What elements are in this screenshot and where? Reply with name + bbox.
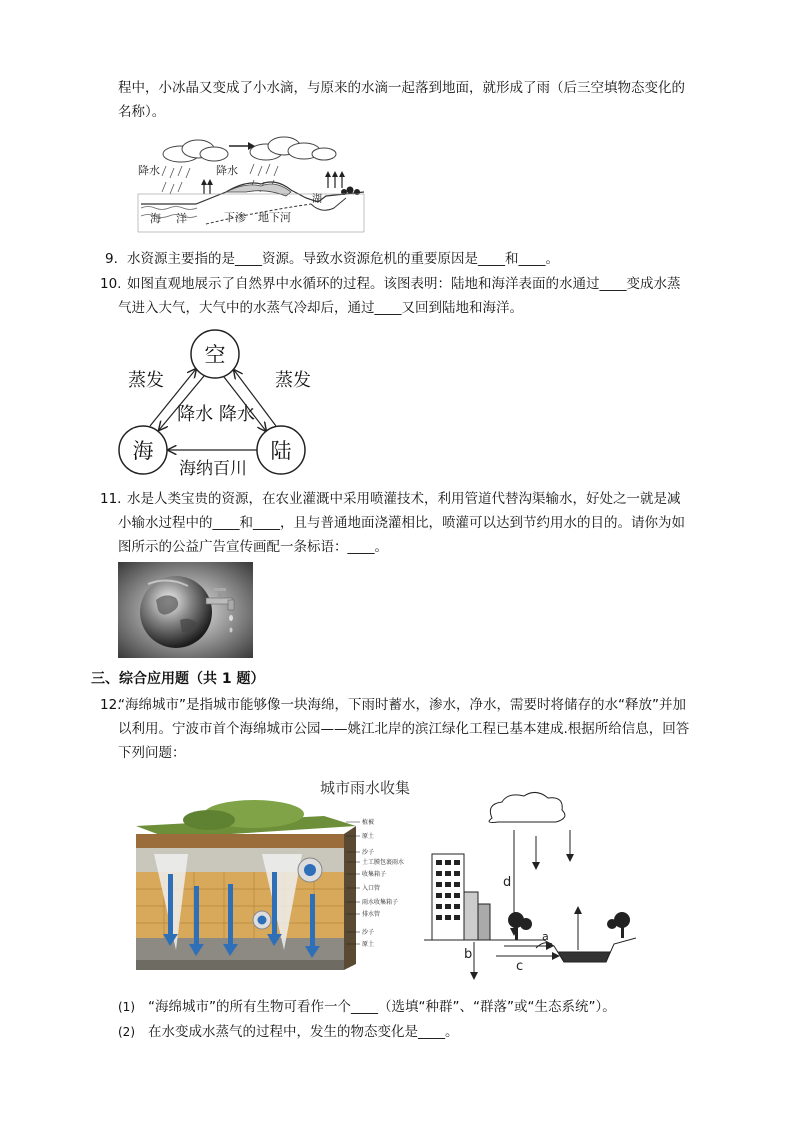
node-land-label: 陆 (270, 439, 292, 463)
sub1-number: (1) (118, 1000, 135, 1014)
sub1-text: “海绵城市”的所有生物可看作一个____（选填“种群”、“群落”或“生态系统”）。 (148, 999, 616, 1015)
label-precip-2: 降水 (216, 164, 238, 177)
label-sea: 海 (150, 212, 161, 225)
layer-label-2: 原土 (362, 833, 375, 840)
node-sea-label: 海 (132, 439, 154, 463)
layer-label-6: 入口管 (362, 885, 381, 892)
earth-faucet-poster (118, 562, 253, 658)
rainwater-figure-title: 城市雨水收集 (320, 779, 411, 797)
label-underground-river: 地下河 (258, 211, 291, 224)
arrow-label-c: c (516, 959, 524, 974)
q12-line-3: 下列问题： (118, 745, 186, 761)
q10-line-1: 如图直观地展示了自然界中水循环的过程。该图表明：陆地和海洋表面的水通过____变成水蒸 (127, 276, 681, 292)
layer-label-1: 植被 (362, 819, 375, 826)
q12-line-1: “海绵城市”是指城市能够像一块海绵，下雨时蓄水，渗水，净水，需要时将储存的水“释放”并加 (118, 697, 686, 713)
q11-line-1: 水是人类宝贵的资源，在农业灌溉中采用喷灌技术，利用管道代替沟渠输水，好处之一就是减 (127, 491, 681, 507)
evaporation-right-label: 蒸发 (275, 370, 311, 391)
evaporation-left-label: 蒸发 (128, 370, 164, 391)
layer-label-5: 收集箱子 (362, 871, 387, 878)
node-sky-label: 空 (204, 343, 226, 367)
precipitation-label: 降水 降水 (177, 404, 255, 425)
label-ocean: 洋 (176, 212, 187, 225)
layer-label-9: 沙子 (362, 929, 375, 936)
label-infiltration: 下渗 (224, 211, 246, 224)
q12-number: 12. (100, 697, 122, 713)
q9-text: 水资源主要指的是____资源。导致水资源危机的重要原因是____和____。 (127, 251, 559, 267)
q11-line-3: 图所示的公益广告宣传画配一条标语：____。 (118, 539, 388, 555)
runoff-label: 海纳百川 (179, 459, 247, 479)
arrow-label-b: b (464, 947, 473, 962)
intro-line-2: 名称）。 (118, 104, 166, 120)
q9-number: 9. (105, 251, 118, 267)
arrow-label-a: a (542, 930, 549, 943)
water-cycle-sketch (136, 132, 366, 234)
layer-label-10: 原土 (362, 941, 375, 948)
q11-number: 11. (100, 491, 122, 507)
layer-label-4: 土工膜包裹雨水 (362, 859, 405, 866)
sub2-text: 在水变成水蒸气的过程中，发生的物态变化是____。 (148, 1024, 459, 1040)
layer-label-7: 雨水收集箱子 (362, 899, 399, 906)
q10-line-2: 气进入大气，大气中的水蒸气冷却后，通过____又回到陆地和海洋。 (118, 300, 523, 316)
rainwater-collection-figure (124, 774, 644, 984)
sub2-number: (2) (118, 1025, 135, 1039)
q12-line-2: 以利用。宁波市首个海绵城市公园——姚江北岸的滨江绿化工程已基本建成.根据所给信息，回答 (118, 721, 690, 737)
layer-label-8: 排水管 (362, 911, 381, 918)
water-cycle-triangle (112, 326, 322, 484)
arrow-label-d: d (503, 875, 512, 890)
label-precip-1: 降水 (138, 164, 160, 177)
q10-number: 10. (100, 276, 122, 292)
intro-line-1: 程中，小冰晶又变成了小水滴，与原来的水滴一起落到地面，就形成了雨（后三空填物态变化的 (118, 80, 685, 96)
section-3-title: 三、综合应用题（共 1 题） (91, 671, 265, 687)
q11-line-2: 小输水过程中的____和____，且与普通地面浇灌相比，喷灌可以达到节约用水的目的。请你为如 (118, 515, 685, 531)
label-lake: 湖 (312, 194, 322, 205)
layer-label-3: 沙子 (362, 849, 375, 856)
